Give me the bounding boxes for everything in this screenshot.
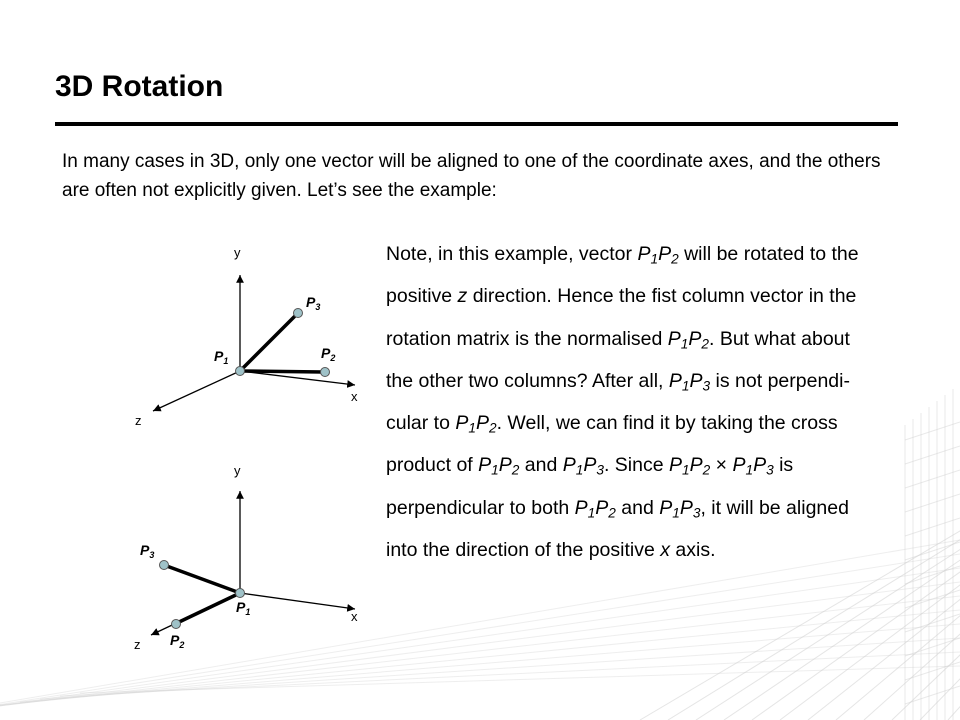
vector-p1-p3 <box>240 314 297 371</box>
diagram-bottom <box>120 455 380 665</box>
p1-label: $P_1$ <box>236 599 251 617</box>
p3-label: $P_3$ <box>306 294 321 312</box>
z-axis-label: z <box>135 413 142 428</box>
z-axis-label: z <box>134 637 141 652</box>
vector-p1-p2 <box>240 371 323 372</box>
page-title: 3D Rotation <box>55 70 224 103</box>
point-p3 <box>160 561 169 570</box>
diagram-top <box>120 235 380 445</box>
x-axis <box>240 593 355 609</box>
point-p1 <box>236 589 245 598</box>
p1-label: $P_1$ <box>214 348 229 366</box>
vector-p1-p3 <box>164 565 240 593</box>
y-axis-label: y <box>234 245 241 260</box>
z-axis <box>153 371 240 411</box>
point-p2 <box>321 368 330 377</box>
p3-label: $P_3$ <box>140 542 155 560</box>
point-p2 <box>172 620 181 629</box>
intro-paragraph: In many cases in 3D, only one vector will be aligned to one of the coordinate axes, and the others are often not explicitly given. Let’s see the example: <box>62 151 881 201</box>
y-axis-label: y <box>234 463 241 478</box>
p2-label: $P_2$ <box>321 345 336 363</box>
p2-label: $P_2$ <box>170 632 185 650</box>
x-axis-label: x <box>351 609 358 624</box>
point-p1 <box>236 367 245 376</box>
x-axis-label: x <box>351 389 358 404</box>
explanation-paragraph: Note, in this example, vector $P_1P_2$ will be rotated to the positive z direction. Hence the fist column vector in the rotation matrix is the normalised $P_1P_2$. But what about the other two columns? After all, $P_1P_3$ is not perpendi-cular to $P_1P_2$. Well, we can find it by taking the cross product of $P_1P_2$ and $P_1P_3$. Since $P_1P_2 \times P_1P_3$ is perpendicular to both $P_1P_2$ and $P_1P_3$, it will be aligned into the direction of the positive x axis. <box>386 243 859 562</box>
point-p3 <box>294 309 303 318</box>
title-divider <box>55 122 898 126</box>
vector-p1-p2 <box>177 593 240 623</box>
